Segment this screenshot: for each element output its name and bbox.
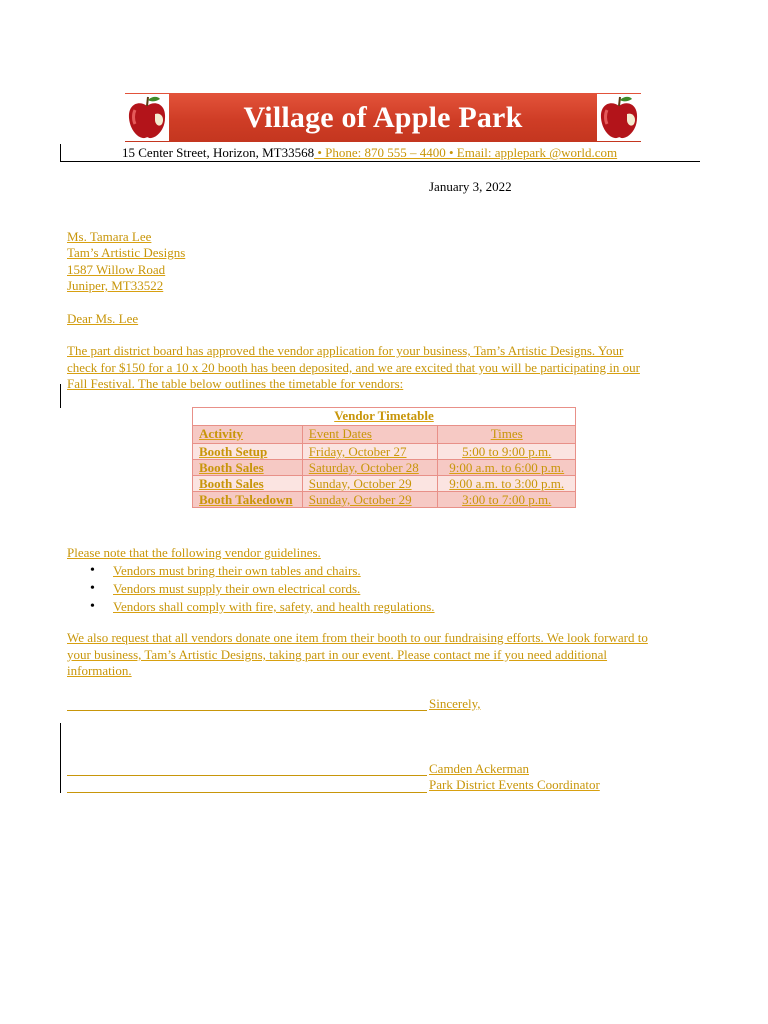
- paragraph-line: Fall Festival. The table below outlines the timetable for vendors:: [67, 376, 404, 391]
- margin-bar: [60, 723, 61, 793]
- margin-bar: [60, 384, 61, 408]
- row-activity: Booth Sales: [199, 460, 264, 475]
- recipient-company: Tam’s Artistic Designs: [67, 245, 186, 260]
- column-header-times: Times: [490, 426, 523, 441]
- letter-date: January 3, 2022: [429, 179, 512, 194]
- paragraph-line: your business, Tam’s Artistic Designs, taking part in our event. Please contact me if you need additional: [67, 647, 608, 662]
- row-date: Friday, October 27: [308, 444, 407, 459]
- address-text: 15 Center Street, Horizon, MT33568: [122, 145, 315, 160]
- row-date: Saturday, October 28: [308, 460, 419, 475]
- letterhead-title: Village of Apple Park: [243, 101, 523, 134]
- signer-title: Park District Events Coordinator: [429, 777, 600, 792]
- row-date: Sunday, October 29: [308, 476, 412, 491]
- row-date: Sunday, October 29: [308, 492, 412, 507]
- paragraph-line: check for $150 for a 10 x 20 booth has been deposited, and we are excited that you will be participating in our: [67, 360, 640, 375]
- column-header-activity: Activity: [199, 426, 244, 441]
- row-activity: Booth Sales: [199, 476, 264, 491]
- paragraph-line: We also request that all vendors donate one item from their booth to our fundraising efforts. We look forward to: [67, 630, 648, 645]
- guideline-text: Vendors must bring their own tables and chairs.: [113, 563, 361, 578]
- phone-email-text[interactable]: • Phone: 870 555 – 4400 • Email: applepark @world.com: [314, 145, 618, 160]
- table-header-row: [193, 426, 576, 444]
- recipient-street: 1587 Willow Road: [67, 262, 166, 277]
- header-divider: [60, 161, 700, 162]
- guideline-text: Vendors shall comply with fire, safety, and health regulations.: [113, 599, 435, 614]
- row-activity: Booth Setup: [199, 444, 268, 459]
- margin-bar: [60, 144, 61, 161]
- recipient-name: Ms. Tamara Lee: [67, 229, 152, 244]
- table-title-row: [193, 408, 576, 426]
- letterhead-contact: [122, 145, 617, 161]
- letterhead-banner: [125, 93, 641, 142]
- guidelines-list: [90, 562, 435, 616]
- signature-rule: [67, 775, 427, 776]
- recipient-city: Juniper, MT33522: [67, 278, 164, 293]
- list-item: [90, 598, 435, 616]
- row-time: 9:00 a.m. to 3:00 p.m.: [449, 476, 565, 491]
- guidelines-intro: Please note that the following vendor guidelines.: [67, 545, 321, 560]
- signature-rule: [67, 710, 427, 711]
- salutation: Dear Ms. Lee: [67, 311, 139, 326]
- row-activity: Booth Takedown: [199, 492, 293, 507]
- vendor-timetable: [192, 407, 576, 508]
- table-row: [193, 460, 576, 476]
- list-item: [90, 562, 435, 580]
- closing: Sincerely,: [429, 696, 481, 711]
- list-item: [90, 580, 435, 598]
- table-row: [193, 492, 576, 508]
- signature-rule: [67, 792, 427, 793]
- table-row: [193, 476, 576, 492]
- table-title: Vendor Timetable: [334, 408, 434, 423]
- guideline-text: Vendors must supply their own electrical cords.: [113, 581, 361, 596]
- column-header-dates: Event Dates: [308, 426, 372, 441]
- table-row: [193, 444, 576, 460]
- signer-name: Camden Ackerman: [429, 761, 529, 776]
- row-time: 5:00 to 9:00 p.m.: [462, 444, 552, 459]
- row-time: 9:00 a.m. to 6:00 p.m.: [449, 460, 565, 475]
- paragraph-line: information.: [67, 663, 132, 678]
- row-time: 3:00 to 7:00 p.m.: [462, 492, 552, 507]
- apple-icon: [597, 94, 641, 141]
- paragraph-line: The part district board has approved the vendor application for your business, Tam’s Artistic Designs. Your: [67, 343, 624, 358]
